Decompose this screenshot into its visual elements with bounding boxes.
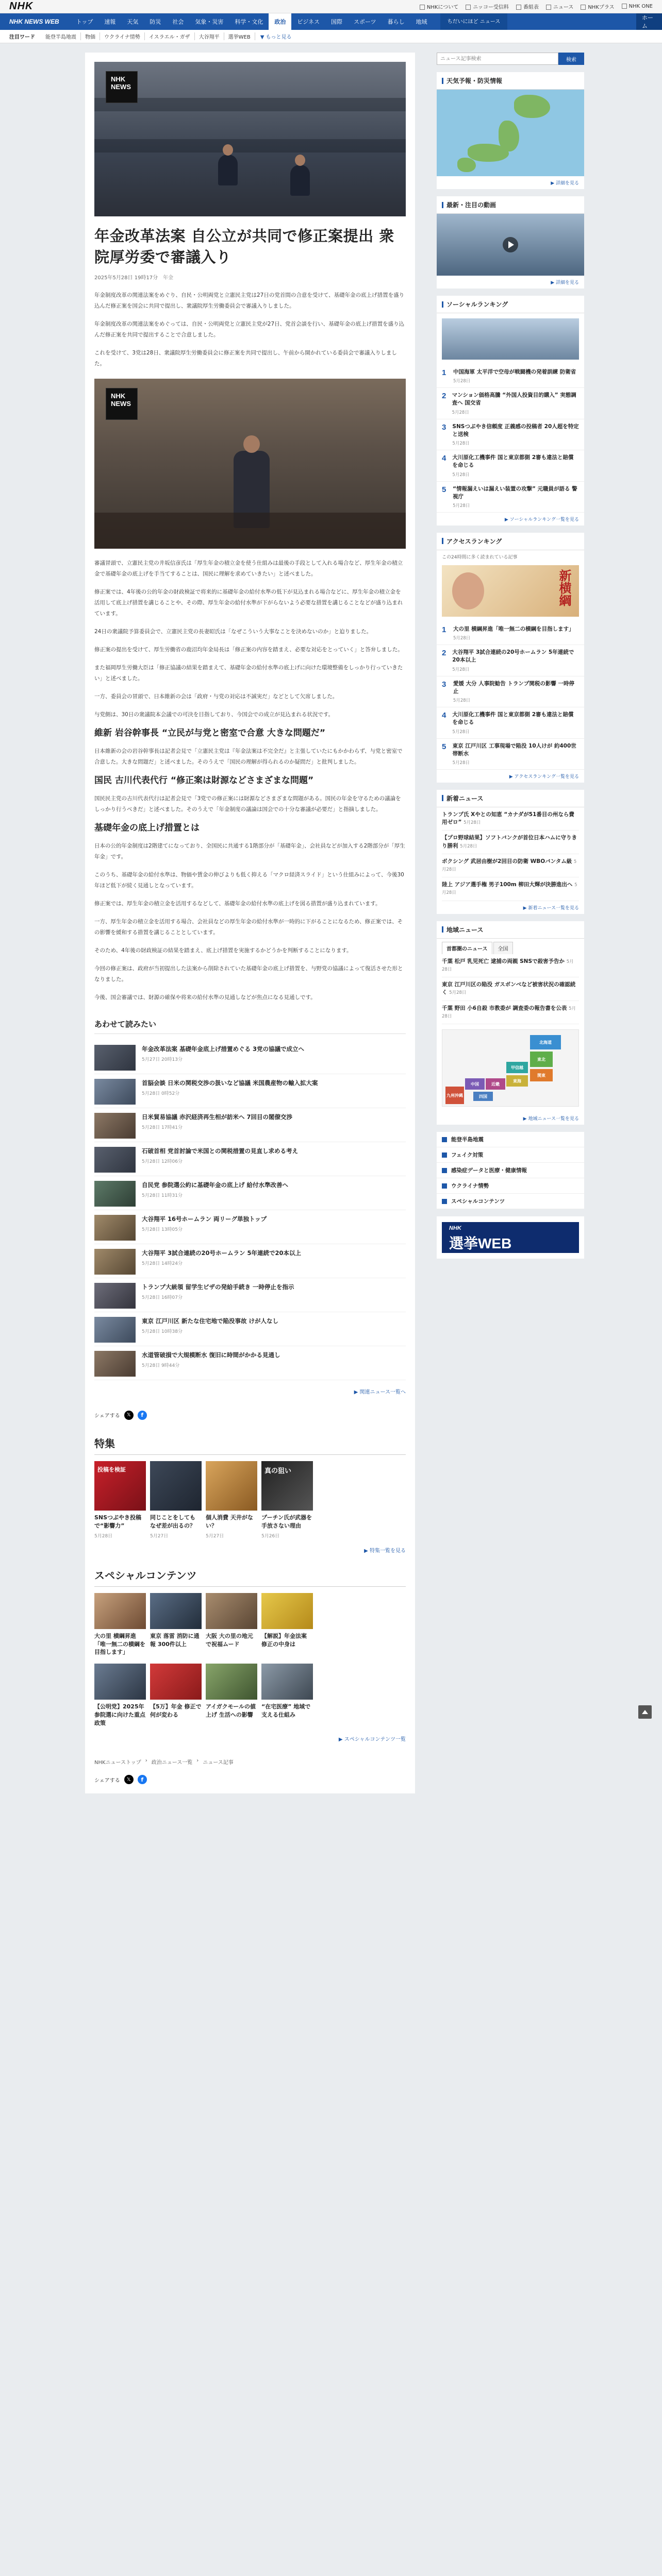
- share-label: シェアする: [94, 1777, 120, 1784]
- article-paragraph: 国民民主党の古川代表代行は記者会見で「3党での修正案には財源などさまざまな問題がある。国民の年金を守るための議論をしっかり行うべきだ」と述べました。そのうえで「年金制度の議論は国会での十分な審議が必要だ」と指摘しました。: [94, 795, 401, 812]
- related-item[interactable]: 首脳会談 日米の関税交渉の扱いなど協議 米国農産物の輸入拡大案 5月28日 0時52分: [94, 1074, 406, 1108]
- access-ranking-heading: アクセスランキング: [446, 537, 502, 545]
- nav-international[interactable]: 国際: [331, 19, 343, 25]
- weather-box: [437, 72, 584, 189]
- ranking-item[interactable]: 1 中国海軍 太平洋で空母が戦闘機の発着訓練 防衛省 5月28日: [437, 365, 584, 388]
- list-item[interactable]: 千葉 野田 小6自殺 市教委が 調査委の報告書を公表 5月28日: [442, 1001, 579, 1024]
- person-figure: [290, 165, 310, 196]
- related-thumbnail: [94, 1317, 136, 1343]
- topic-icon: [442, 1183, 447, 1189]
- person-head: [223, 144, 233, 156]
- topic-icon: [442, 1199, 447, 1204]
- content-thumbnail: [206, 1593, 257, 1629]
- related-thumbnail: [94, 1249, 136, 1275]
- latest-news-heading: 新着ニュース: [446, 794, 484, 802]
- topic-icon: [442, 1168, 447, 1173]
- topic-link[interactable]: 能登半島地震: [437, 1132, 584, 1147]
- breadcrumb-item[interactable]: 政治ニュース一覧: [151, 1760, 193, 1766]
- related-item[interactable]: トランプ大統領 留学生ビザの発給手続き 一時停止を指示 5月28日 16時07分: [94, 1278, 406, 1312]
- trending-tag[interactable]: 能登半島地震: [41, 32, 81, 40]
- hokkaido-shape: [514, 95, 550, 118]
- search-input[interactable]: [437, 53, 558, 65]
- trending-tag[interactable]: イスラエル・ガザ: [145, 32, 195, 40]
- facebook-share-icon[interactable]: f: [138, 1775, 147, 1784]
- content-thumbnail: [206, 1664, 257, 1700]
- content-thumbnail: [94, 1664, 146, 1700]
- special-thumbnail: [206, 1461, 257, 1511]
- article-paragraph: 日本維新の会の岩谷幹事長は記者会見で「立憲民主党は『年金法案は不完全だ』と主張していたにもかかわらず、与党と密室で合意した。大きな問題だ」と述べました。そのうえで「国民の理解が得られるのか疑問だ」と批判しました。: [94, 748, 403, 766]
- latest-news-more-link[interactable]: ▶ 新着ニュース一覧を見る: [523, 905, 579, 911]
- article-paragraph: また福岡厚生労働大臣は「修正協議の結果を踏まえて、基礎年金の給付水準の底上げに向けた環境整備をしっかり行っていきたい」と述べました。: [94, 665, 403, 682]
- content-card[interactable]: 大阪 大の里の地元で祝福ムード: [206, 1593, 257, 1657]
- util-link-about[interactable]: NHKについて: [420, 3, 458, 10]
- util-link-fee[interactable]: ニッコー受信料: [466, 3, 509, 10]
- contents-grid-row2: [94, 1664, 406, 1727]
- social-ranking-more-link[interactable]: ▶ ソーシャルランキング一覧を見る: [504, 517, 579, 522]
- region-tokai[interactable]: 東海: [506, 1075, 528, 1087]
- election-banner-box: [437, 1216, 584, 1259]
- region-koshinetsu[interactable]: 甲信越: [506, 1062, 528, 1073]
- ranking-item[interactable]: 2 大谷翔平 3試合連続の20号ホームラン 5年連続で20本以上 5月28日: [437, 645, 584, 676]
- special-card[interactable]: 個人消費 天井がない？ 5月27日: [206, 1461, 257, 1539]
- article-paragraph: 審議冒頭で、立憲民主党の井坂信彦氏は「厚生年金の積立金を使う仕組みは最後の手段として入れる場合など、厚生年金の積立金で基礎年金の底上げを手当てすることは、国民に理解を求めていきたい」と述べました。: [94, 560, 403, 578]
- list-item[interactable]: 陸上 アジア選手権 男子100m 柳田大輝が決勝進出へ 5月28日: [442, 877, 579, 901]
- special-grid: [94, 1461, 406, 1539]
- trending-tag[interactable]: 大谷翔平: [195, 32, 224, 40]
- region-kinki[interactable]: 近畿: [486, 1078, 505, 1090]
- nhk-news-badge: NHK NEWS: [106, 388, 138, 420]
- article-paragraph: 修正案の提出を受けて、厚生労働省の鹿沼均年金局長は「修正案の内容を踏まえ、必要な対応をとっていく」と答弁しました。: [94, 647, 403, 653]
- seat-row: [94, 98, 406, 111]
- list-item[interactable]: 千葉 松戸 乳児死亡 逮捕の両親 SNSで殺害予告か 5月28日: [442, 954, 579, 977]
- heading-marker: [442, 202, 443, 208]
- utility-links: [420, 3, 653, 10]
- trending-more-button[interactable]: ▼ もっと見る: [260, 35, 292, 40]
- election-banner[interactable]: NHK 選挙WEB: [442, 1222, 579, 1253]
- tab-nationwide[interactable]: 全国: [493, 942, 513, 954]
- nhk-news-web-brand[interactable]: NHK NEWS WEB: [9, 18, 59, 25]
- nhk-logo[interactable]: NHK: [9, 1, 34, 12]
- article-paragraph: 一方、委員会の冒頭で、日本維新の会は「政府・与党の対応は不誠実だ」などとして欠席しました。: [94, 693, 338, 700]
- breadcrumb-item[interactable]: NHKニューストップ: [94, 1760, 141, 1766]
- article-paragraph: このうち、基礎年金の給付水準は、物価や賃金の伸びよりも低く抑える「マクロ経済スライド」という仕組みによって、今後30年ほど低下が続く見通しとなっています。: [94, 871, 404, 889]
- video-box: [437, 196, 584, 289]
- article-card: [85, 53, 415, 1793]
- main-column: [85, 53, 415, 1793]
- article-paragraph: 年金制度改革の関連法案をめぐり、自民・公明両党と立憲民主党は27日の党首間の合意を受けて、基礎年金の底上げ措置を盛り込んだ修正案を国会に共同で提出し、衆議院厚生労働委員会で審議入りしました。: [94, 292, 405, 310]
- share-bar-bottom: [94, 1775, 406, 1784]
- social-ranking-box: [437, 296, 584, 526]
- list-item[interactable]: 【プロ野球結果】ソフトバンクが首位日本ハムに守りきり勝利 5月28日: [442, 831, 579, 854]
- util-link-program[interactable]: 番組表: [516, 3, 539, 10]
- content-card[interactable]: 【公明党】2025年 参院選に向けた重点政策: [94, 1664, 146, 1727]
- nav-easy-japanese[interactable]: ちだいにほど ニュース: [440, 13, 508, 30]
- article-paragraph: 年金制度改革の関連法案をめぐっては、自民・公明両党と立憲民主党が27日、党首会談を行い、基礎年金の底上げ措置を盛り込んだ修正案を共同で提出することで合意しました。: [94, 321, 405, 338]
- trending-bar: [0, 30, 662, 43]
- content-card[interactable]: 【5万】年金 修正で何が変わる: [150, 1664, 202, 1727]
- local-news-list: [437, 954, 584, 1024]
- list-item[interactable]: トランプ氏 Xやとの知恵 “カナダが51番目の州なら費用ゼロ” 5月28日: [442, 807, 579, 831]
- square-icon: [516, 5, 521, 10]
- contents-more-link[interactable]: ▶ スペシャルコンテンツ一覧: [338, 1737, 406, 1743]
- content-thumbnail: [261, 1664, 313, 1700]
- article-tag[interactable]: 年金: [163, 275, 174, 281]
- contents-grid-row1: [94, 1593, 406, 1657]
- content-thumbnail: [261, 1593, 313, 1629]
- heading-marker: [442, 78, 443, 84]
- special-thumbnail: [150, 1461, 202, 1511]
- region-chugoku[interactable]: 中国: [465, 1078, 485, 1090]
- video-player[interactable]: [437, 214, 584, 276]
- nav-sports[interactable]: スポーツ: [354, 19, 376, 25]
- special-thumbnail: 投稿を検証: [94, 1461, 146, 1511]
- nav-region[interactable]: 地域: [416, 19, 427, 25]
- heading-marker: [442, 795, 443, 801]
- article-paragraph: 一方、厚生年金の積立金を活用する場合、会社員などの厚生年金の給付水準が一時的に下がることになるため、修正案では、その影響を緩和する措置を講じることとしています。: [94, 918, 403, 936]
- nav-disaster[interactable]: 防災: [150, 19, 161, 25]
- heading-marker: [442, 538, 443, 544]
- contents-heading: スペシャルコンテンツ: [94, 1567, 406, 1587]
- article-title: 年金改革法案 自公立が共同で修正案提出 衆院厚労委で審議入り: [94, 227, 394, 266]
- related-thumbnail: [94, 1113, 136, 1139]
- article-paragraph: 日本の公的年金制度は2階建てになっており、全国民に共通する1階部分が「基礎年金」、会社員などが加入する2階部分が「厚生年金」です。: [94, 842, 405, 860]
- access-ranking-more-link[interactable]: ▶ アクセスランキング一覧を見る: [509, 774, 579, 779]
- nav-society[interactable]: 社会: [172, 19, 184, 25]
- content-card[interactable]: 大の里 横綱昇進「唯一無二の横綱を目指します」: [94, 1593, 146, 1657]
- weather-heading: 天気予報・防災情報: [446, 77, 503, 84]
- ranking-item[interactable]: 5 “情報漏えいは漏えい装置の攻撃” 元職員が語る 警視庁 5月28日: [437, 482, 584, 513]
- local-news-box: [437, 921, 584, 1125]
- special-heading: 特集: [94, 1435, 406, 1455]
- section-heading: 維新 岩谷幹事長 “立民が与党と密室で合意 大きな問題だ”: [94, 728, 326, 739]
- article-hero-image: [94, 62, 406, 216]
- related-thumbnail: [94, 1351, 136, 1377]
- related-heading: あわせて読みたい: [94, 1019, 406, 1034]
- article-paragraph: 今後、国会審議では、財源の確保や将来の給付水準の見通しなどが焦点になる見通しです。: [94, 994, 316, 1001]
- content-thumbnail: [94, 1593, 146, 1629]
- region-hokkaido[interactable]: 北海道: [530, 1035, 561, 1049]
- related-thumbnail: [94, 1215, 136, 1241]
- util-link-plus[interactable]: NHKプラス: [581, 3, 614, 10]
- article-paragraph: 24日の衆議院予算委員会で、立憲民主党の長妻昭氏は「なぜこういう大事なことを決めないのか」と迫りました。: [94, 629, 372, 635]
- related-thumbnail: [94, 1079, 136, 1105]
- x-share-icon[interactable]: 𝕏: [124, 1411, 134, 1420]
- special-card[interactable]: 同じことをしても なぜ差が出るの？ 5月27日: [150, 1461, 202, 1539]
- person-head: [295, 155, 305, 166]
- local-news-more-link[interactable]: ▶ 地域ニュース一覧を見る: [523, 1116, 579, 1122]
- article-paragraph: 修正案では、厚生年金の積立金を活用するなどして、基礎年金の給付水準の底上げを図る措置が盛り込まれています。: [94, 900, 381, 907]
- section-heading: 基礎年金の底上げ措置とは: [94, 822, 200, 833]
- local-news-heading: 地域ニュース: [446, 926, 484, 934]
- portrait-shape: [452, 572, 484, 609]
- nav-weather-disaster[interactable]: 気象・災害: [195, 19, 224, 25]
- nav-home[interactable]: ホーム: [636, 13, 662, 30]
- topic-icon: [442, 1137, 447, 1142]
- topic-link[interactable]: スペシャルコンテンツ: [437, 1194, 584, 1209]
- sidebar: [437, 53, 584, 1793]
- list-item[interactable]: ボクシング 武居由樹が2回目の防衛 WBOバンタム級 5月28日: [442, 854, 579, 877]
- video-more-link[interactable]: ▶ 詳細を見る: [551, 280, 579, 285]
- nav-weather[interactable]: 天気: [127, 19, 139, 25]
- article-paragraph: そのため、4年後の財政検証の結果を踏まえ、底上げ措置を実施するかどうかを判断することになります。: [94, 947, 352, 954]
- play-icon[interactable]: [503, 237, 518, 252]
- seat-row: [94, 139, 406, 152]
- topic-link[interactable]: 感染症データと医療・健康情報: [437, 1163, 584, 1178]
- topic-icon: [442, 1153, 447, 1158]
- related-item[interactable]: 日米貿易協議 赤沢経済再生相が訪米へ 7回目の閣僚交渉 5月28日 17時41分: [94, 1108, 406, 1142]
- region-shikoku[interactable]: 四国: [473, 1092, 493, 1101]
- share-label: シェアする: [94, 1413, 120, 1419]
- honshu-west-shape: [468, 144, 509, 162]
- weather-map[interactable]: [437, 90, 584, 176]
- access-ranking-image[interactable]: [442, 565, 579, 617]
- nhk-news-badge: NHK NEWS: [106, 71, 138, 103]
- content-thumbnail: [150, 1593, 202, 1629]
- content-card[interactable]: 東京 落雷 消防に通報 300件以上: [150, 1593, 202, 1657]
- latest-news-list: [437, 807, 584, 901]
- content-card[interactable]: 【解説】年金法案 修正の中身は: [261, 1593, 313, 1657]
- region-kyushu[interactable]: 九州沖縄: [445, 1087, 464, 1104]
- tab-capital-area[interactable]: 首都圏のニュース: [442, 942, 492, 954]
- weather-more-link[interactable]: ▶ 詳細を見る: [551, 181, 579, 186]
- nav-top[interactable]: トップ: [76, 19, 93, 25]
- main-navbar: [0, 13, 662, 30]
- related-item[interactable]: 石破首相 党首討論で米国との関税措置の見直し求める考え 5月28日 12時06分: [94, 1142, 406, 1176]
- related-thumbnail: [94, 1045, 136, 1071]
- related-more-link[interactable]: ▶ 関連ニュース一覧へ: [354, 1389, 406, 1395]
- related-item[interactable]: 自民党 参院選公約に基礎年金の底上げ 給付水準改善へ 5月28日 11時31分: [94, 1176, 406, 1210]
- special-card[interactable]: 投稿を検証 SNSつぶやき投稿で“影響力” 5月28日: [94, 1461, 146, 1539]
- ranking-item[interactable]: 1 大の里 横綱昇進「唯一無二の横綱を目指します」 5月28日: [437, 622, 584, 645]
- article-paragraph: これを受けて、3党は28日、衆議院厚生労働委員会に修正案を共同で提出し、午前から開かれている委員会で審議入りしました。: [94, 350, 397, 367]
- ranking-item[interactable]: 3 SNSつぶやき信頼度 正義感の投稿者 20人超を特定と送検 5月28日: [437, 419, 584, 450]
- region-map: [442, 1029, 579, 1107]
- topic-links: [437, 1132, 584, 1209]
- special-more-link[interactable]: ▶ 特集一覧を見る: [364, 1548, 406, 1554]
- article-second-image: [94, 379, 406, 549]
- trending-tag[interactable]: ウクライナ情勢: [100, 32, 145, 40]
- related-item[interactable]: 水道管破損で大規模断水 復旧に時間がかかる見通し 5月28日 9時44分: [94, 1346, 406, 1380]
- nav-science[interactable]: 科学・文化: [235, 19, 263, 25]
- special-card[interactable]: 真の狙い プーチン氏が武器を手放さない理由 5月26日: [261, 1461, 313, 1539]
- article-paragraph: 修正案では、4年後の公的年金の財政検証で将来的に基礎年金の給付水準の低下が見込まれる場合などに、厚生年金の積立金を活用して底上げ措置を講じることや、その際、厚生年金の給付水準が下がらないよう必要な措置を講じることなどが盛り込まれています。: [94, 589, 403, 617]
- related-thumbnail: [94, 1283, 136, 1309]
- banner-text: 新横綱: [557, 569, 572, 606]
- nav-business[interactable]: ビジネス: [297, 19, 320, 25]
- breadcrumb: NHKニューストップ › 政治ニュース一覧 › ニュース記事: [94, 1758, 234, 1766]
- related-item[interactable]: 大谷翔平 16号ホームラン 両リーグ単独トップ 5月28日 13時05分: [94, 1210, 406, 1244]
- content-card[interactable]: アイガクモールの値上げ 生活への影響: [206, 1664, 257, 1727]
- nav-life[interactable]: 暮らし: [387, 19, 405, 25]
- topic-link[interactable]: フェイク対策: [437, 1147, 584, 1163]
- heading-marker: [442, 926, 443, 933]
- related-item[interactable]: 東京 江戸川区 新たな住宅地で陥没事故 けが人なし 5月28日 10時38分: [94, 1312, 406, 1346]
- heading-marker: [442, 301, 443, 308]
- access-ranking-subtitle: この24時間に多く読まれている記事: [442, 554, 518, 560]
- related-item[interactable]: 年金改革法案 基礎年金底上げ措置めぐる 3党の協議で成立へ 5月27日 20時13分: [94, 1040, 406, 1074]
- related-thumbnail: [94, 1147, 136, 1173]
- top-utility-bar: [0, 0, 662, 13]
- region-tohoku[interactable]: 東北: [530, 1052, 553, 1067]
- trending-label: 注目ワード: [9, 35, 35, 40]
- social-ranking-heading: ソーシャルランキング: [446, 301, 508, 308]
- person-figure: [218, 155, 238, 185]
- local-news-tabs: [437, 939, 584, 954]
- trending-tag[interactable]: 物価: [81, 32, 100, 40]
- article-paragraph: 今回の修正案は、政府が当初提出した法案から削除されていた基礎年金の底上げ措置を、与野党の協議によって復活させた形となりました。: [94, 965, 403, 982]
- square-icon: [420, 5, 425, 10]
- related-articles: [94, 1019, 406, 1395]
- content-thumbnail: [150, 1664, 202, 1700]
- ranking-item[interactable]: 3 愛媛 大分 人事院勧告 トランプ関税の影響 一時停止 5月28日: [437, 676, 584, 707]
- search-box: [437, 53, 584, 65]
- special-thumbnail: 真の狙い: [261, 1461, 313, 1511]
- square-icon: [622, 4, 627, 9]
- social-ranking-image[interactable]: [442, 318, 579, 360]
- scroll-to-top-button[interactable]: [638, 1705, 652, 1719]
- nav-breaking[interactable]: 速報: [104, 19, 116, 25]
- util-link-one[interactable]: NHK ONE: [622, 4, 653, 9]
- section-heading: 国民 古川代表代行 “修正案は財源などさまざまな問題”: [94, 775, 314, 786]
- ranking-item[interactable]: 5 東京 江戸川区 工事現場で陥没 10人けが 約400世帯断水 5月28日: [437, 739, 584, 770]
- video-heading: 最新・注目の動画: [446, 201, 496, 209]
- share-bar: [94, 1411, 406, 1420]
- facebook-share-icon[interactable]: f: [138, 1411, 147, 1420]
- related-item[interactable]: 大谷翔平 3試合連続の20号ホームラン 5年連続で20本以上 5月28日 14時24分: [94, 1244, 406, 1278]
- search-button[interactable]: 検索: [558, 53, 584, 65]
- topic-link[interactable]: ウクライナ情勢: [437, 1178, 584, 1194]
- article-date: 2025年5月28日 19時17分 年金: [94, 273, 406, 281]
- x-share-icon[interactable]: 𝕏: [124, 1775, 134, 1784]
- square-icon: [466, 5, 471, 10]
- speaker-head: [243, 435, 260, 453]
- region-kanto[interactable]: 関東: [530, 1069, 553, 1081]
- content-card[interactable]: “在宅医療” 地域で支える仕組み: [261, 1664, 313, 1727]
- access-ranking-box: [437, 533, 584, 783]
- ranking-item[interactable]: 4 大川原化工機事件 国と東京都側 2審も違法と賠償を命じる 5月28日: [437, 450, 584, 481]
- article-paragraph: 与党側は、30日の衆議院本会議での可決を目指しており、今国会での成立が見込まれる状況です。: [94, 711, 334, 718]
- square-icon: [546, 5, 551, 10]
- util-link-news[interactable]: ニュース: [546, 3, 574, 10]
- nav-politics[interactable]: 政治: [269, 13, 291, 30]
- latest-news-box: [437, 790, 584, 914]
- square-icon: [581, 5, 586, 10]
- breadcrumb-current: ニュース記事: [203, 1760, 234, 1766]
- kyushu-shape: [457, 158, 476, 172]
- list-item[interactable]: 東京 江戸川区の陥没 ガスボンベなど被害状況の確認続く 5月28日: [442, 977, 579, 1001]
- ranking-item[interactable]: 4 大川原化工機事件 国と東京都側 2審も違法と賠償を命じる 5月28日: [437, 707, 584, 738]
- trending-tag[interactable]: 選挙WEB: [224, 32, 255, 40]
- podium: [94, 513, 406, 549]
- ranking-item[interactable]: 2 マンション価格高騰 “外国人投資目的購入” 実態調査へ 国交省 5月28日: [437, 388, 584, 419]
- related-thumbnail: [94, 1181, 136, 1207]
